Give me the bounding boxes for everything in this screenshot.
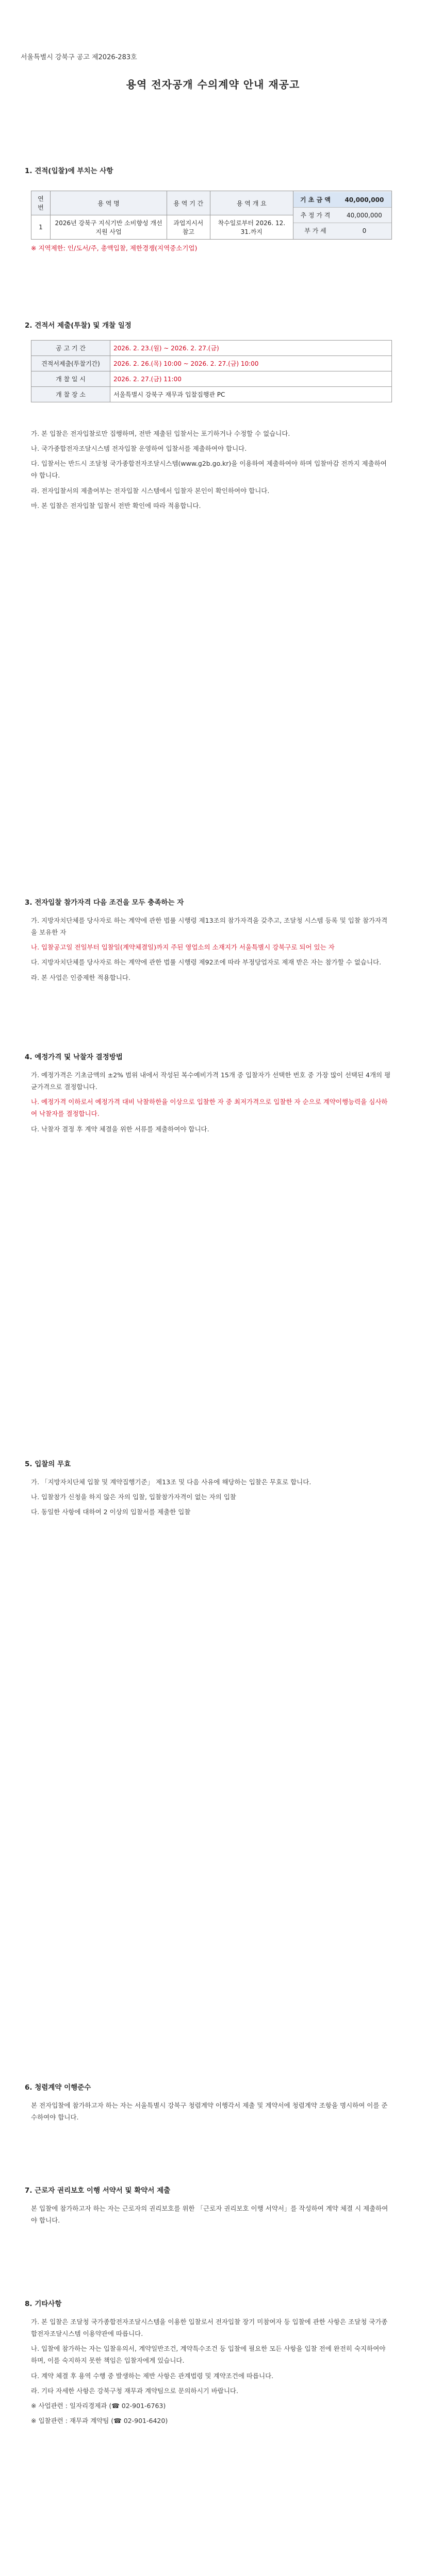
section-5-heading: 5. 입찰의 무효 (25, 1460, 71, 1468)
row-name: 2026년 강북구 지식기반 소비향성 개선지원 사업 (50, 215, 167, 240)
text-line: 다. 낙찰자 결정 후 계약 체결을 위한 서류를 제출하여야 합니다. (31, 1125, 209, 1133)
amount-value: 0 (362, 227, 367, 234)
text-line: 라. 본 사업은 인증제한 적용합니다. (31, 973, 130, 981)
schedule-value: 2026. 2. 27.(금) 11:00 (110, 371, 392, 387)
notice-number: 서울특별시 강북구 공고 제2026-283호 (21, 54, 137, 61)
col-header-name: 용 역 명 (50, 191, 167, 215)
contact-line: ※ 입찰관련 : 재무과 계약팀 (☎ 02-901-6420) (31, 2416, 168, 2425)
text-line: 가. 지방자치단체를 당사자로 하는 계약에 관한 법률 시행령 제13조의 참가자격을 갖추고, 조달청 시스템 등록 및 입찰 참가자격을 보유한 자 (31, 917, 388, 937)
general-text (31, 428, 392, 515)
amount-label: 기 초 금 액 (293, 192, 337, 208)
amount-label: 부 가 세 (304, 227, 326, 234)
section-8-body (31, 2316, 392, 2430)
text-line: 라. 전자입찰서의 제출여부는 전자입찰 시스템에서 입찰자 본인이 확인하여야 합니다. (31, 486, 270, 495)
text-line: 다. 동일한 사항에 대하여 2 이상의 입찰서를 제출한 입찰 (31, 1508, 191, 1516)
section-3-body (31, 914, 392, 987)
row-overview: 착수일로부터 2026. 12. 31.까지 (210, 215, 293, 240)
section-1-heading: 1. 견적(입찰)에 부치는 사항 (25, 167, 113, 175)
text-line: 가. 본 입찰은 전자입찰로만 집행하며, 전반 제출된 입찰서는 포기하거나 수정할 수 없습니다. (31, 430, 290, 437)
section-2-heading: 2. 견적서 제출(투찰) 및 개찰 일정 (25, 321, 132, 330)
section-5-body (31, 1476, 392, 1521)
amount-summary (293, 191, 392, 240)
amount-label: 추 정 가 격 (293, 208, 337, 223)
row-no: 1 (31, 215, 51, 240)
col-header-period: 용 역 기 간 (167, 191, 210, 215)
row-period: 과업지시서 참고 (167, 215, 210, 240)
text-line: 라. 기타 자세한 사항은 강북구청 재무과 계약팀으로 문의하시기 바랍니다. (31, 2386, 238, 2395)
text-line: 다. 입찰서는 반드시 조달청 국가종합전자조달시스템(www.g2b.go.kr)을 이용하여 제출하여야 하며 입찰마감 전까지 제출하여야 합니다. (31, 460, 387, 480)
text-line: 마. 본 입찰은 전자입찰 입찰서 전반 확인에 따라 적용합니다. (31, 501, 201, 510)
text-line: 나. 예정가격 이하로서 예정가격 대비 낙찰하한율 이상으로 입찰한 자 중 최저가격으로 입찰한 자 순으로 계약이행능력을 심사하여 낙찰자를 결정합니다. (31, 1098, 388, 1118)
text-line: 다. 지방자치단체를 당사자로 하는 계약에 관한 법률 시행령 제92조에 따라 부정당업자로 제재 받은 자는 참가할 수 없습니다. (31, 958, 382, 967)
text-line: 가. 예정가격은 기초금액의 ±2% 범위 내에서 작성된 복수예비가격 15개 중 입찰자가 선택한 번호 중 가장 많이 선택된 4개의 평균가격으로 결정합니다. (31, 1071, 391, 1091)
section-3-heading: 3. 전자입찰 참가자격 다음 조건을 모두 충족하는 자 (25, 899, 184, 907)
section-6-heading: 6. 청렴계약 이행준수 (25, 2083, 91, 2092)
section-7-heading: 7. 근로자 권리보호 이행 서약서 및 확약서 제출 (25, 2187, 171, 2195)
contact-line: ※ 사업관련 : 일자리경제과 (☎ 02-901-6763) (31, 2401, 166, 2410)
section-7-body: 본 입찰에 참가하고자 하는 자는 근로자의 권리보호를 위한 「근로자 권리보호 이행 서약서」를 작성하여 계약 체결 시 제출하여야 합니다. (31, 2205, 388, 2225)
section-4-heading: 4. 예정가격 및 낙찰자 결정방법 (25, 1053, 123, 1061)
bid-summary-table (31, 191, 392, 240)
schedule-label: 개 찰 장 소 (31, 387, 110, 402)
text-line: 가. 본 입찰은 조달청 국가종합전자조달시스템을 이용한 입찰로서 전자입찰 장기 미참여자 등 입찰에 관한 사항은 조달청 국가종합전자조달시스템 이용약관에 따릅니다. (31, 2318, 388, 2338)
text-line: 가. 「지방자치단체 입찰 및 계약집행기준」 제13조 및 다음 사유에 해당하는 입찰은 무효로 합니다. (31, 1478, 312, 1486)
schedule-value: 2026. 2. 26.(목) 10:00 ~ 2026. 2. 27.(금) 10:00 (110, 356, 392, 371)
schedule-table (31, 340, 392, 402)
section-4-body (31, 1069, 392, 1138)
text-line: 나. 입찰에 참가하는 자는 입찰유의서, 계약일반조건, 계약특수조건 등 입찰에 필요한 모든 사항을 입찰 전에 완전히 숙지하여야 하며, 이를 숙지하지 못한 책임은 입찰자에게 있습니다. (31, 2345, 386, 2365)
text-line: 나. 입찰참가 신청을 하지 않은 자의 입찰, 입찰참가자격이 없는 자의 입찰 (31, 1493, 236, 1501)
col-header-overview: 용 역 개 요 (210, 191, 293, 215)
amount-value: 40,000,000 (337, 192, 391, 208)
schedule-value: 2026. 2. 23.(월) ~ 2026. 2. 27.(금) (110, 341, 392, 356)
section-6-body: 본 전자입찰에 참가하고자 하는 자는 서울특별시 강북구 청렴계약 이행각서 제출 및 계약서에 청렴계약 조항을 명시하여 이를 준수하여야 합니다. (31, 2102, 388, 2122)
schedule-label: 공 고 기 간 (31, 341, 110, 356)
page-title: 용역 전자공개 수의계약 안내 재공고 (126, 78, 300, 91)
text-line: 다. 계약 체결 후 용역 수행 중 발생하는 제반 사항은 관계법령 및 계약조건에 따릅니다. (31, 2371, 274, 2380)
schedule-label: 견적서제출(투찰기간) (31, 356, 110, 371)
section-1-note: ※ 지역제한: 인/도서/주, 총액입찰, 제한경쟁(지역중소기업) (31, 244, 198, 252)
text-line: 나. 국가종합전자조달시스템 전자입찰 운영하여 입찰서를 제출하여야 합니다. (31, 445, 247, 453)
col-header-no: 연 번 (31, 191, 51, 215)
schedule-value: 서울특별시 강북구 재무과 입찰집행관 PC (110, 387, 392, 402)
text-line: 나. 입찰공고일 전일부터 입찰일(계약체결일)까지 주된 영업소의 소재지가 서울특별시 강북구로 되어 있는 자 (31, 943, 335, 952)
amount-value: 40,000,000 (337, 208, 391, 223)
section-8-heading: 8. 기타사항 (25, 2300, 62, 2308)
schedule-label: 개 찰 일 시 (31, 371, 110, 387)
